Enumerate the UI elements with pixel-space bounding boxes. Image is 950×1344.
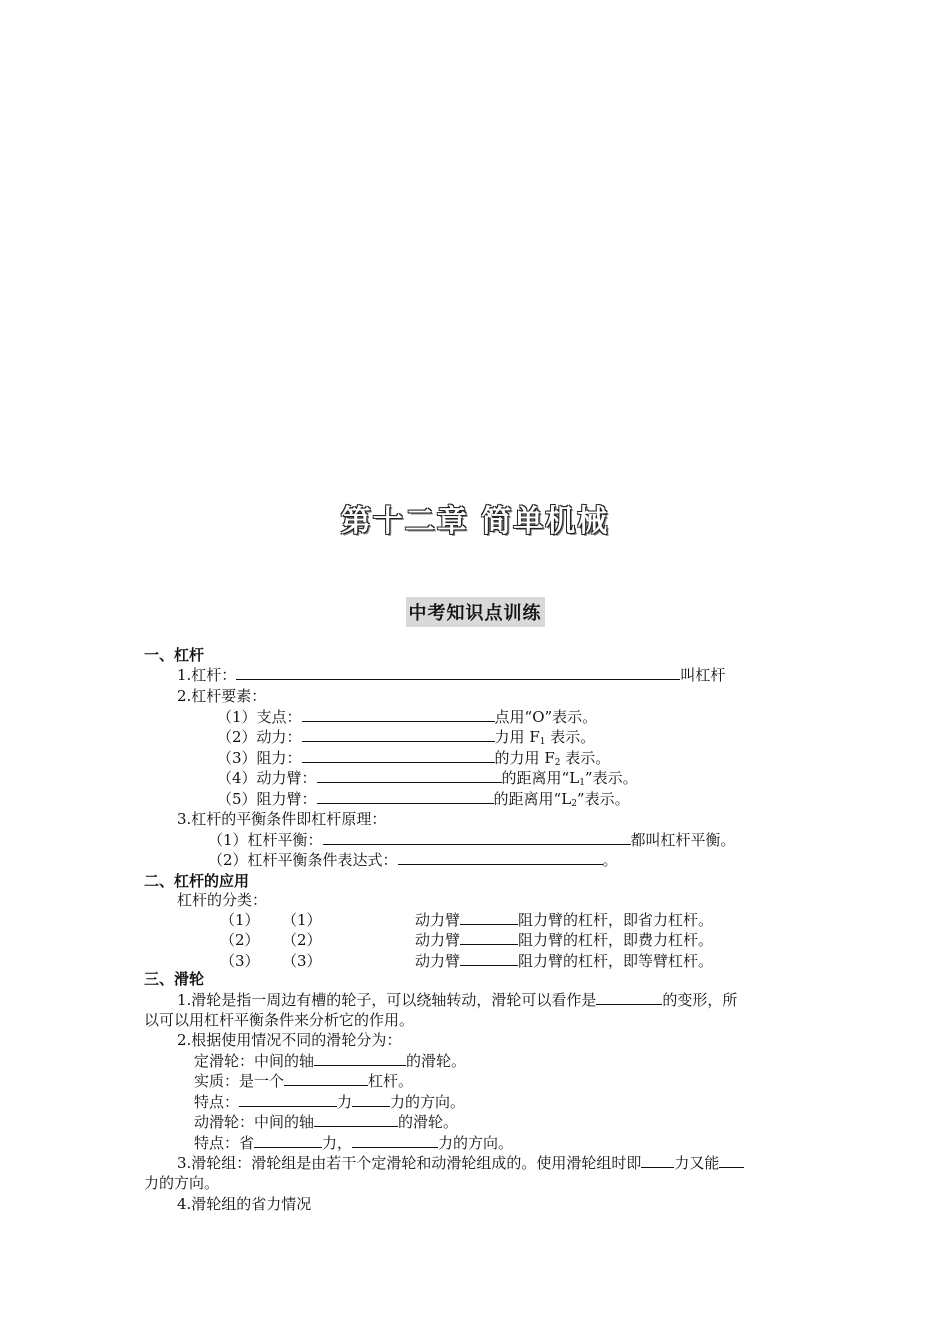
text: （3）阻力：	[217, 749, 302, 767]
subscript: 1	[539, 737, 546, 747]
section-heading-lever-applications: 二、杠杆的应用	[144, 872, 250, 890]
text: ”表示。	[584, 769, 638, 787]
text: 都叫杠杆平衡。	[630, 831, 736, 849]
text: 力用 F	[494, 728, 540, 746]
section-heading-pulley: 三、滑轮	[144, 970, 205, 988]
blank	[302, 748, 495, 763]
fixed-pulley-feature-line	[194, 1092, 465, 1112]
text: 的力用 F	[494, 749, 555, 767]
text: 动力臂	[415, 911, 461, 929]
fulcrum-line	[217, 707, 597, 727]
blank	[460, 910, 518, 925]
text: 力的方向。	[438, 1134, 514, 1152]
text: 阻力臂的杠杆，即省力杠杆。	[518, 911, 714, 929]
text: 叫杠杆	[680, 666, 726, 684]
pulley-block-line1	[177, 1153, 744, 1173]
blank	[314, 1112, 398, 1127]
movable-pulley-line	[194, 1112, 458, 1132]
row-text	[415, 930, 713, 950]
text: 的滑轮。	[406, 1052, 467, 1070]
blank	[239, 1092, 337, 1107]
row-number-b: （2）	[282, 931, 322, 949]
fixed-pulley-line	[194, 1051, 466, 1071]
text: 阻力臂的杠杆，即费力杠杆。	[518, 931, 714, 949]
text: 动力臂	[415, 952, 461, 970]
text: 3.滑轮组：滑轮组是由若干个定滑轮和动滑轮组成的。使用滑轮组时即	[177, 1154, 642, 1172]
chapter-title: 第十二章 简单机械	[340, 504, 610, 539]
text: 阻力臂的杠杆，即等臂杠杆。	[518, 952, 714, 970]
row-text	[415, 951, 713, 971]
blank	[460, 951, 518, 966]
blank	[323, 830, 631, 845]
blank	[641, 1153, 674, 1168]
text: 。	[602, 851, 618, 869]
lever-elements-heading: 2.杠杆要素：	[177, 687, 267, 705]
lever-classification-intro: 杠杆的分类：	[177, 891, 268, 909]
blank	[302, 727, 495, 742]
blank	[352, 1092, 390, 1107]
blank	[719, 1153, 744, 1168]
text: 力又能	[674, 1154, 720, 1172]
text: 特点：省	[194, 1134, 255, 1152]
blank	[352, 1133, 438, 1148]
blank	[398, 850, 603, 865]
text: 1.杠杆：	[177, 666, 237, 684]
text: ”表示。	[576, 790, 630, 808]
lever-definition-line	[177, 665, 725, 685]
text: （4）动力臂：	[217, 769, 317, 787]
subscript: 2	[554, 758, 561, 768]
text: 实质：是一个	[194, 1072, 285, 1090]
text: 杠杆。	[368, 1072, 414, 1090]
text: （1）杠杆平衡：	[208, 831, 323, 849]
text: 表示。	[545, 728, 596, 746]
text: 动滑轮：中间的轴	[194, 1113, 315, 1131]
blank	[596, 990, 662, 1005]
pulley-definition-line1	[177, 990, 737, 1010]
row-number-a: （3）	[220, 952, 260, 970]
pulley-block-line2: 力的方向。	[144, 1174, 220, 1192]
subtitle-wrapper	[0, 597, 950, 627]
text: 动力臂	[415, 931, 461, 949]
blank	[314, 1051, 406, 1066]
row-text	[415, 910, 713, 930]
text: （2）动力：	[217, 728, 302, 746]
text: （5）阻力臂：	[217, 790, 317, 808]
text: 点用“O”表示。	[494, 708, 598, 726]
row-number-a: （2）	[220, 931, 260, 949]
subscript: 1	[579, 778, 585, 788]
text: 特点：	[194, 1093, 240, 1111]
blank	[317, 768, 502, 783]
text: 定滑轮：中间的轴	[194, 1052, 315, 1070]
balance-condition-heading: 3.杠杆的平衡条件即杠杆原理：	[177, 810, 387, 828]
pulley-definition-line2: 以可以用杠杆平衡条件来分析它的作用。	[144, 1011, 415, 1029]
text: 的滑轮。	[398, 1113, 459, 1131]
text: 的距离用“L	[501, 769, 580, 787]
subscript: 2	[571, 799, 577, 809]
movable-pulley-feature-line	[194, 1133, 513, 1153]
row-number-a: （1）	[220, 911, 260, 929]
subtitle: 中考知识点训练	[406, 597, 545, 627]
row-number-b: （1）	[282, 911, 322, 929]
blank	[236, 665, 680, 680]
blank	[254, 1133, 322, 1148]
text: 1.滑轮是指一周边有槽的轮子，可以绕轴转动，滑轮可以看作是	[177, 991, 597, 1009]
text: 表示。	[560, 749, 611, 767]
blank	[460, 930, 518, 945]
lever-balance-line	[208, 830, 736, 850]
blank	[317, 789, 494, 804]
text: 的距离用“L	[493, 790, 572, 808]
pulley-block-force-heading: 4.滑轮组的省力情况	[177, 1195, 312, 1213]
text: 力，	[322, 1134, 353, 1152]
text: （2）杠杆平衡条件表达式：	[208, 851, 398, 869]
pulley-types-heading: 2.根据使用情况不同的滑轮分为：	[177, 1031, 402, 1049]
blank	[284, 1071, 368, 1086]
text: 的变形，所	[662, 991, 738, 1009]
text: 力	[337, 1093, 353, 1111]
balance-formula-line	[208, 850, 618, 870]
fixed-pulley-essence-line	[194, 1071, 413, 1091]
section-heading-lever: 一、杠杆	[144, 646, 205, 664]
text: （1）支点：	[217, 708, 302, 726]
text: 力的方向。	[390, 1093, 466, 1111]
blank	[302, 707, 495, 722]
row-number-b: （3）	[282, 952, 322, 970]
